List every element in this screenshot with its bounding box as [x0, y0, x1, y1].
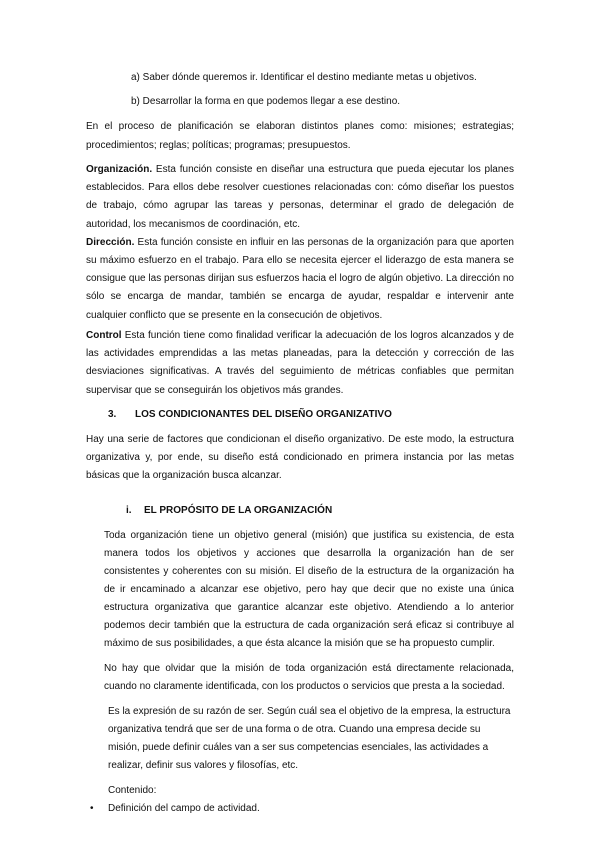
direccion-line-5: cualquier conflicto que se presente en la consecución de objetivos.: [86, 310, 383, 321]
proposito-para3-line-3: misión, puede definir cuáles van a ser sus competencias esenciales, las actividades a: [108, 742, 489, 753]
organizacion-line-3: de trabajo, cómo agrupar las tareas y personas, determinar el grado de delegación de: [86, 200, 514, 211]
proposito-para1-line-6: podemos decir también que la estructura de cada organización será eficaz si contribuye al: [104, 620, 514, 631]
list-item-a: a) Saber dónde queremos ir. Identificar el destino mediante metas u objetivos.: [131, 72, 477, 83]
subsection-i-number: i.: [126, 505, 132, 516]
subsection-i-title: EL PROPÓSITO DE LA ORGANIZACIÓN: [144, 505, 333, 516]
bullet-item-1: Definición del campo de actividad.: [108, 803, 260, 814]
organizacion-heading: Organización.: [86, 164, 153, 175]
proposito-para2-line-2: cuando no claramente identificada, con los productos o servicios que presta a la sociedad.: [104, 681, 505, 692]
control-line-1: [86, 329, 514, 342]
organizacion-line-4: autoridad, los mecanismos de coordinación, etc.: [86, 219, 301, 230]
control-heading: Control: [86, 330, 122, 341]
section-3-line-3: básicas que la organización busca alcanzar.: [86, 470, 282, 481]
list-item-b: b) Desarrollar la forma en que podemos llegar a ese destino.: [131, 96, 401, 107]
organizacion-line-2: establecidos. Para ellos debe resolver cuestiones relacionadas con: cómo diseñar los puestos: [86, 182, 514, 193]
proposito-para1-line-7: máximo de sus posibilidades, a que ésta alcance la misión que se ha propuesto cumplir.: [104, 638, 495, 649]
direccion-line-2: su máximo esfuerzo en el trabajo. Para ello se necesita ejercer el liderazgo de esta manera se: [86, 255, 514, 266]
proposito-para1-line-5: estructura organizativa que garantice alcanzar este objetivo. Atendiendo a lo anterior: [104, 602, 514, 613]
planificacion-line-1: En el proceso de planificación se elaboran distintos planes como: misiones; estrategias;: [86, 121, 514, 132]
section-3-line-1: Hay una serie de factores que condicionan el diseño organizativo. De este modo, la estructura: [86, 434, 514, 445]
direccion-line-1: [86, 236, 514, 249]
control-line-2: las actividades emprendidas a las metas planeadas, para la detección y corrección de las: [86, 348, 514, 359]
direccion-heading: Dirección.: [86, 237, 135, 248]
direccion-line-3: consigue que las personas dirijan sus esfuerzos hacia el logro de algún objetivo. La dirección no: [86, 273, 514, 284]
section-3-number: 3.: [108, 409, 117, 420]
organizacion-line-1-text: Esta función consiste en diseñar una estructura que pueda ejecutar los planes: [152, 164, 514, 175]
control-line-3: desviaciones significativas. A través del seguimiento de métricas confiables que permitan: [86, 366, 514, 377]
control-line-4: supervisar que se conseguirán los objetivos más grandes.: [86, 385, 344, 396]
contenido-label: Contenido:: [108, 785, 157, 796]
proposito-para2-line-1: No hay que olvidar que la misión de toda organización está directamente relacionada,: [104, 663, 514, 674]
proposito-para3-line-4: realizar, definir sus valores y filosofías, etc.: [108, 760, 299, 771]
section-3-title: LOS CONDICIONANTES DEL DISEÑO ORGANIZATIVO: [135, 409, 392, 420]
planificacion-line-2: procedimientos; reglas; políticas; programas; presupuestos.: [86, 140, 351, 151]
direccion-line-4: sólo se encarga de mandar, también se encarga de ayudar, respaldar e intervenir ante: [86, 291, 514, 302]
organizacion-line-1: [86, 163, 514, 176]
proposito-para1-line-2: manera todos los objetivos y acciones que desarrolla la organización han de ser: [104, 548, 514, 559]
proposito-para1-line-4: de ir encaminado a alcanzar ese objetivo, pero hay que decir que no existe una única: [104, 584, 514, 595]
proposito-para1-line-3: consistentes y coherentes con su misión. El diseño de la estructura de la organización ha: [104, 566, 514, 577]
proposito-para1-line-1: Toda organización tiene un objetivo general (misión) que justifica su existencia, de esta: [104, 530, 514, 541]
proposito-para3-line-1: Es la expresión de su razón de ser. Según cuál sea el objetivo de la empresa, la estructura: [108, 706, 511, 717]
direccion-line-1-text: Esta función consiste en influir en las personas de la organización para que aporten: [134, 237, 514, 248]
bullet-icon: •: [90, 803, 94, 814]
section-3-line-2: organizativa y, por ende, su diseño está condicionado en primera instancia por las metas: [86, 452, 514, 463]
proposito-para3-line-2: organizativa tendrá que ser de una forma o de otra. Cuando una empresa decide su: [108, 724, 481, 735]
control-line-1-text: Esta función tiene como finalidad verificar la adecuación de los logros alcanzados y de: [121, 330, 514, 341]
